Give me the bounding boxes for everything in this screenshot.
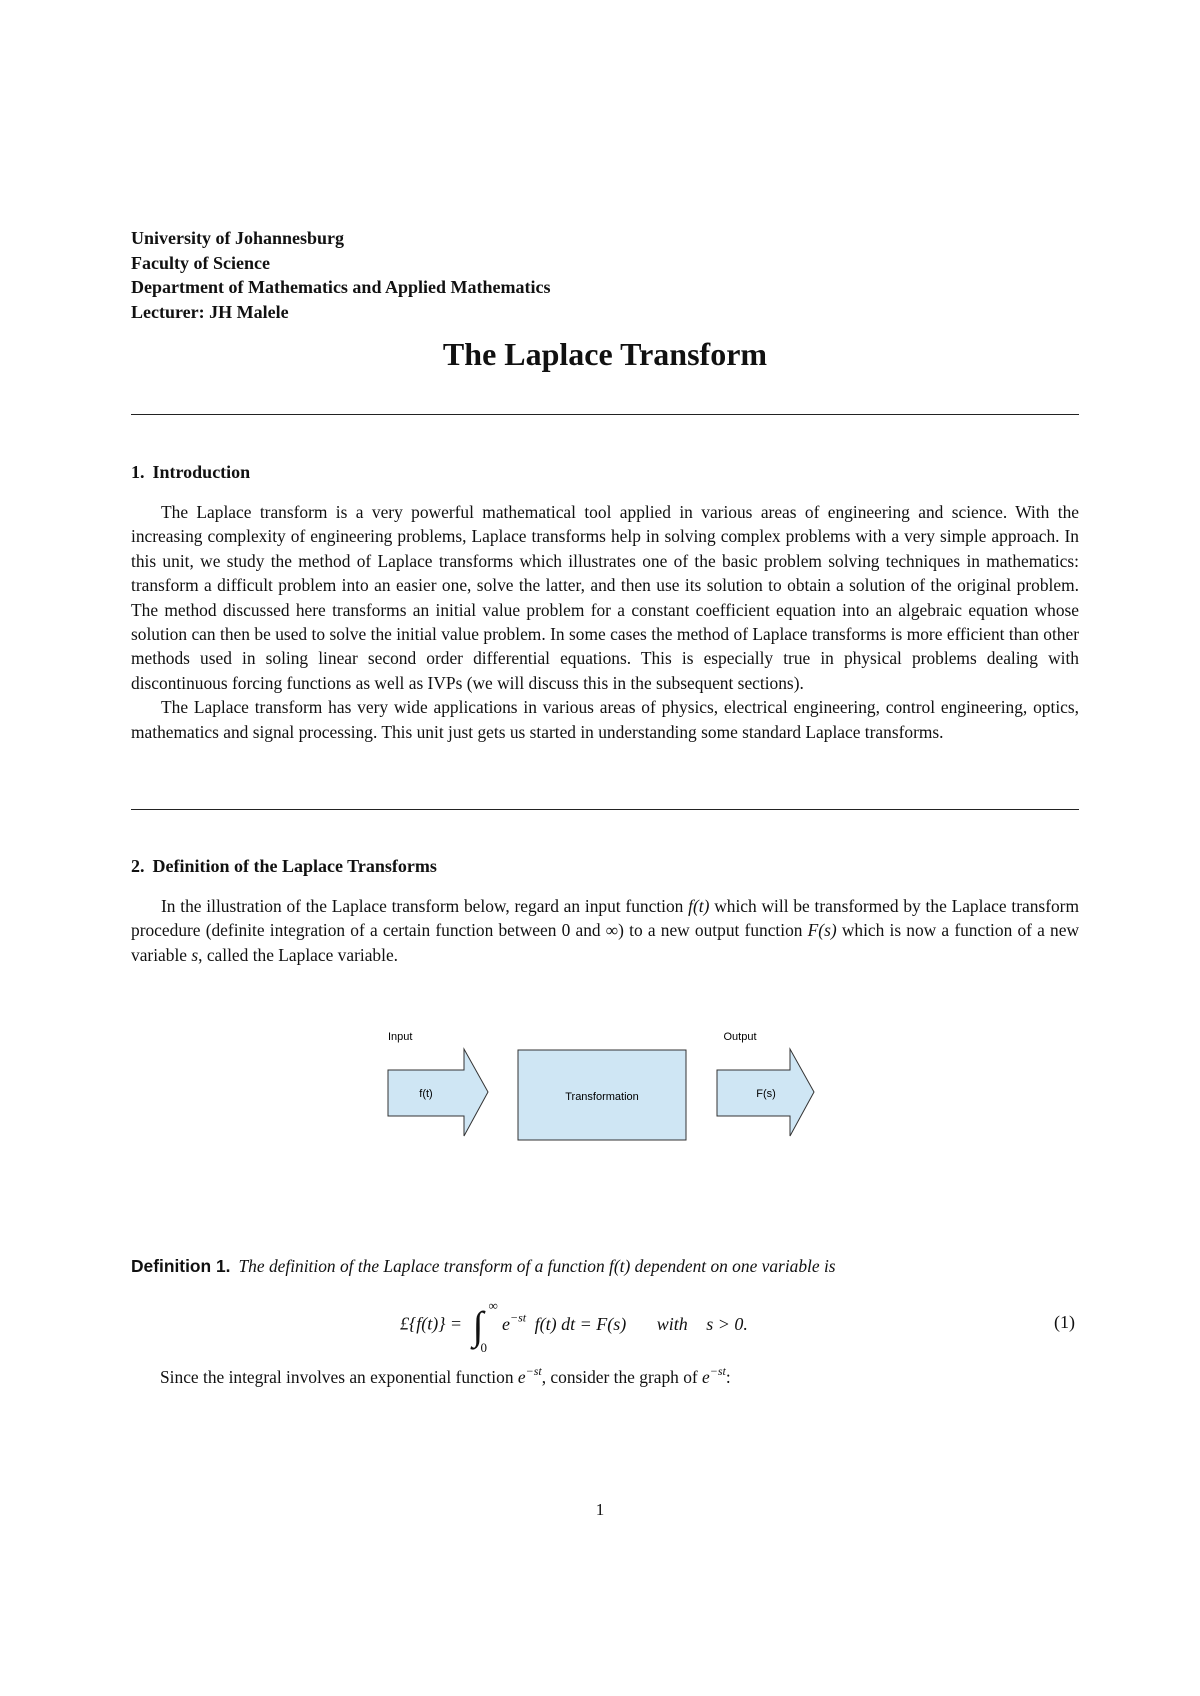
diagram-output-value: F(s) — [756, 1088, 776, 1100]
document-title: The Laplace Transform — [442, 336, 768, 372]
equation-rhs: f(t) dt = F(s) — [534, 1313, 627, 1334]
after-exp-base-1: e — [517, 1367, 526, 1387]
math-ft: f(t) — [688, 896, 710, 916]
section-1-body — [131, 500, 1079, 744]
diagram-input-value: f(t) — [419, 1088, 433, 1100]
equation-number: (1) — [1054, 1312, 1075, 1332]
section-2-heading — [131, 856, 437, 877]
section-2-number: 2. — [131, 856, 145, 876]
diagram-input-label: Input — [388, 1031, 413, 1043]
exp-power: −st — [510, 1310, 527, 1325]
equation-lhs: £{f(t)} = — [400, 1313, 463, 1334]
diagram-output-label: Output — [723, 1031, 757, 1043]
definition-text-b: dependent on one variable is — [630, 1256, 836, 1276]
integral-upper-limit: ∞ — [488, 1298, 498, 1313]
after-text-b: , consider the graph of — [541, 1367, 703, 1387]
section-1-number: 1. — [131, 462, 145, 482]
para-text-d: , called the Laplace variable. — [198, 944, 399, 965]
intro-paragraph-1: The Laplace transform is a very powerful mathematical tool applied in various areas of engineering and science. With the increasing complexity of engineering problems, Laplace transforms help in solving complex problems with a very simple approach. In this unit, we study the method of Laplace transforms which illustrates one of the basic problem solving techniques in mathematics: transform a difficult problem into an easier one, solve the latter, and then use its solution to obtain a solution of the original problem. The method discussed here transforms an initial value problem for a constant coefficient equation into an algebraic equation whose solution can then be used to solve the initial value problem. In some cases the method of Laplace transforms is more efficient than other methods used in soling linear second order differential equations. This is especially true in physical problems dealing with discontinuous forcing functions as well as IVPs (we will discuss this in the subsequent sections). — [131, 502, 1079, 693]
definition-label: Definition 1. — [131, 1256, 231, 1276]
equation-body — [400, 1298, 748, 1355]
integral-symbol: ∫ — [472, 1303, 484, 1348]
equation-condition: s > 0. — [706, 1313, 748, 1334]
department-name: Department of Mathematics and Applied Mathematics — [131, 277, 551, 297]
integral-lower-limit: 0 — [480, 1340, 488, 1355]
integral-sign — [472, 1298, 498, 1355]
after-equation-text — [160, 1364, 731, 1388]
definition-ft: f(t) — [609, 1256, 631, 1276]
definition-1 — [131, 1256, 836, 1277]
input-arrow — [388, 1049, 488, 1136]
para-text-a: In the illustration of the Laplace transform below, regard an input function — [161, 896, 689, 916]
faculty-name: Faculty of Science — [131, 252, 270, 273]
exp-base: e — [502, 1313, 511, 1334]
after-exp-power-2: −st — [709, 1364, 726, 1378]
para-text-b: which will be transformed by the Laplace transform procedure (definite integration of a certain function between 0 and ∞) to a new output function — [131, 896, 1079, 941]
divider-middle — [131, 809, 1079, 810]
section-2-title: Definition of the Laplace Transforms — [152, 856, 437, 876]
lecturer-name: Lecturer: JH Malele — [131, 301, 289, 322]
after-exp-base-2: e — [702, 1367, 710, 1387]
section-1-heading — [131, 462, 250, 483]
section-1-title: Introduction — [152, 462, 251, 482]
math-Fs: F(s) — [807, 920, 837, 941]
definition-text-a: The definition of the Laplace transform of a function — [238, 1256, 610, 1276]
divider-top — [131, 414, 1079, 415]
equation-with: with — [656, 1313, 688, 1334]
after-text-a: Since the integral involves an exponential function — [160, 1367, 518, 1387]
diagram-box-label: Transformation — [565, 1091, 639, 1103]
after-text-c: : — [725, 1367, 731, 1387]
university-name: University of Johannesburg — [131, 228, 345, 248]
laplace-transform-diagram — [380, 1026, 830, 1150]
document-header — [131, 226, 550, 324]
intro-paragraph-2: The Laplace transform has very wide applications in various areas of physics, electrical engineering, control engineering, optics, mathematics and signal processing. This unit just gets us started in understanding some standard Laplace transforms. — [131, 697, 1079, 742]
section-2-body — [131, 894, 1079, 967]
math-s: s — [191, 944, 199, 965]
para-text-c: which is now a function of a new variable — [131, 920, 1079, 965]
page-number: 1 — [595, 1500, 605, 1519]
definition-intro-paragraph — [131, 894, 1079, 967]
equation-1 — [0, 1296, 1200, 1356]
after-exp-power-1: −st — [525, 1364, 542, 1378]
